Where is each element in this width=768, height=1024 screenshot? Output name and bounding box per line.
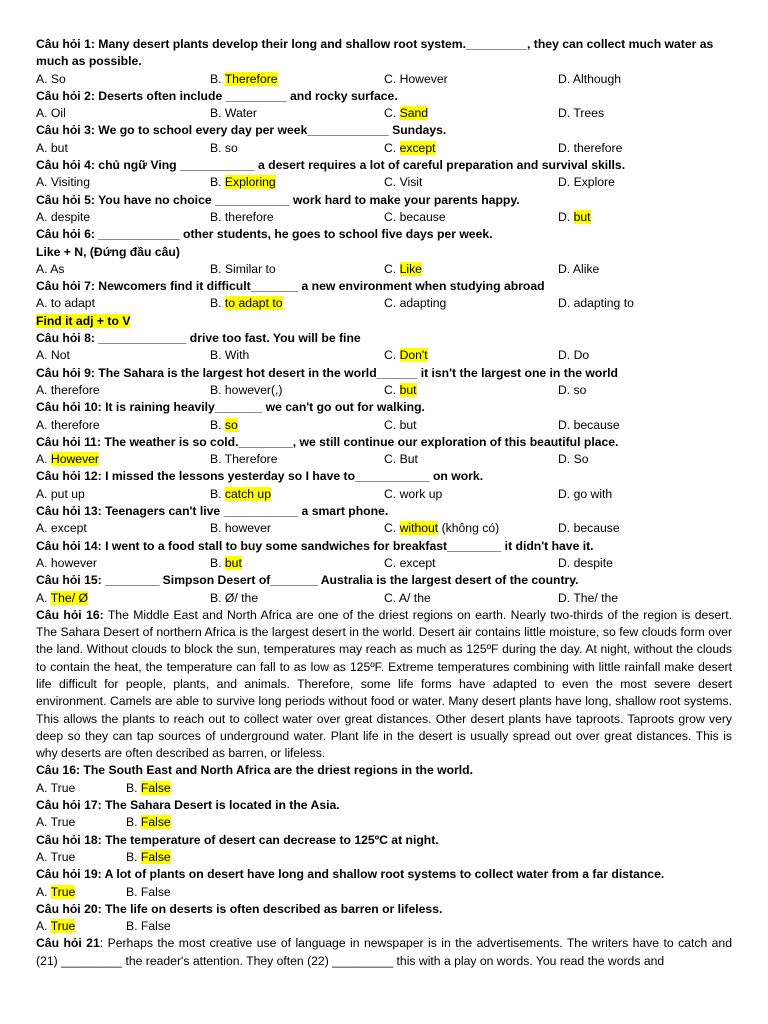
option: D. Trees xyxy=(558,106,605,121)
question-list xyxy=(36,36,732,607)
option: B. but xyxy=(210,555,242,570)
option: B. False xyxy=(126,884,171,899)
option: A. True xyxy=(36,849,76,864)
passage-21-text: : Perhaps the most creative use of language in newspaper is in the advertisements. The writers have to catch and (21) _________ the reader's attention. They often (22) _________ this with a play on words. You read the words and xyxy=(36,936,732,968)
option: A. True xyxy=(36,919,76,934)
option: D. so xyxy=(558,382,587,397)
question-text: Câu hỏi 6: ____________ other students, he goes to school five days per week. xyxy=(36,227,493,242)
option: C. A/ the xyxy=(384,590,431,605)
option: A. except xyxy=(36,521,87,536)
option-row xyxy=(36,520,732,537)
question-text: Câu hỏi 20: The life on deserts is often described as barren or lifeless. xyxy=(36,901,443,916)
answer-highlight: False xyxy=(140,780,171,795)
answer-highlight: so xyxy=(224,417,238,432)
option: D. Do xyxy=(558,348,590,363)
option-row xyxy=(36,140,732,157)
answer-highlight: Therefore xyxy=(224,71,278,86)
option: B. so xyxy=(210,140,238,155)
answer-highlight: except xyxy=(399,140,436,155)
question-text: Câu hỏi 10: It is raining heavily_______ we can't go out for walking. xyxy=(36,400,425,415)
option: B. Exploring xyxy=(210,175,276,190)
option: C. except xyxy=(384,555,436,570)
option: A. The/ Ø xyxy=(36,590,88,605)
option: A. However xyxy=(36,452,99,467)
answer-highlight: However xyxy=(50,452,99,467)
option: A. Visiting xyxy=(36,175,90,190)
option: C. because xyxy=(384,209,446,224)
option-row xyxy=(36,347,732,364)
option: A. despite xyxy=(36,209,91,224)
question-text: Câu hỏi 12: I missed the lessons yesterday so I have to___________ on work. xyxy=(36,469,484,484)
answer-highlight: False xyxy=(140,849,171,864)
question-text: Câu hỏi 1: Many desert plants develop their long and shallow root system._________, they can collect much water as much as possible. xyxy=(36,37,714,69)
option: A. Oil xyxy=(36,106,66,121)
option: B. Therefore xyxy=(210,71,278,86)
option: B. Ø/ the xyxy=(210,590,259,605)
option: D. because xyxy=(558,521,620,536)
passage-21-label: Câu hỏi 21 xyxy=(36,936,100,951)
option: A. True xyxy=(36,780,76,795)
option: B. False xyxy=(126,780,171,795)
option: B. False xyxy=(126,849,171,864)
question-text: Câu 16: The South East and North Africa are the driest regions in the world. xyxy=(36,763,474,778)
answer-highlight: Like xyxy=(399,261,422,276)
option: C. Sand xyxy=(384,106,429,121)
answer-highlight: True xyxy=(50,884,76,899)
option: B. so xyxy=(210,417,238,432)
option-row xyxy=(36,417,732,434)
question-text: Câu hỏi 11: The weather is so cold.________, we still continue our exploration of this beautiful place. xyxy=(36,434,619,449)
option: C. adapting xyxy=(384,296,447,311)
option: C. but xyxy=(384,417,417,432)
question-text: Câu hỏi 5: You have no choice ___________ work hard to make your parents happy. xyxy=(36,192,520,207)
answer-highlight: catch up xyxy=(224,486,271,501)
option: A. So xyxy=(36,71,66,86)
option: C. but xyxy=(384,382,417,397)
answer-highlight: Sand xyxy=(399,106,429,121)
answer-highlight: True xyxy=(50,919,76,934)
option: C. Visit xyxy=(384,175,423,190)
answer-highlight: to adapt to xyxy=(224,296,283,311)
option: A. to adapt xyxy=(36,296,95,311)
passage-16-label: Câu hỏi 16: xyxy=(36,607,104,622)
question-text: Câu hỏi 2: Deserts often include _________ and rocky surface. xyxy=(36,88,398,103)
passage-16-text: The Middle East and North Africa are one of the driest regions on earth. Nearly two-thirds of the region is desert. The Sahara Desert of northern Africa is the largest desert in the world. Desert air contains little moisture, so few clouds form over the land. Without clouds to block the sun, temperatures may reach as much as 125ºF during the day. At night, without the clouds to contain the heat, the temperature can fall to as low as 125ºF. Extreme temperatures combining with little rainfall make desert life difficult for people, plants, and animals. Therefore, some life forms have adapted to even the most severe desert environment. Camels are able to survive long periods without food or water. Many desert plants have long, shallow root systems. This allows the plants to reach out to collect water over great distances. Other desert plants have taproots. Taproots grow very deep so they can tap sources of underground water. Plant life in the desert is usually spread out over great distances. This is why deserts are often described as barren, or lifeless. xyxy=(36,607,733,761)
option-row xyxy=(36,105,732,122)
option: C. except xyxy=(384,140,436,155)
option: D. adapting to xyxy=(558,296,634,311)
option-row xyxy=(36,884,732,901)
question-text: Câu hỏi 3: We go to school every day per week____________ Sundays. xyxy=(36,123,447,138)
question-text: Câu hỏi 9: The Sahara is the largest hot desert in the world______ it isn't the largest one in the world xyxy=(36,365,618,380)
option: D. despite xyxy=(558,555,613,570)
option: A. put up xyxy=(36,486,85,501)
option: B. Similar to xyxy=(210,261,276,276)
grammar-note xyxy=(36,313,732,330)
true-false-list xyxy=(36,762,732,935)
note-highlight: Find it adj + to V xyxy=(36,313,131,328)
passage-16 xyxy=(36,607,732,763)
option-row xyxy=(36,918,732,935)
question-text: Câu hỏi 7: Newcomers find it difficult_______ a new environment when studying abroad xyxy=(36,279,545,294)
option-row xyxy=(36,814,732,831)
answer-highlight: Exploring xyxy=(224,175,276,190)
option: D. but xyxy=(558,209,591,224)
option: D. The/ the xyxy=(558,590,619,605)
option: D. Explore xyxy=(558,175,615,190)
option-row xyxy=(36,555,732,572)
option: C. without (không có) xyxy=(384,521,500,536)
option: D. because xyxy=(558,417,620,432)
question-text: Câu hỏi 19: A lot of plants on desert have long and shallow root systems to collect water from a far distance. xyxy=(36,867,665,882)
option: C. Don't xyxy=(384,348,428,363)
passage-21 xyxy=(36,935,732,970)
option: D. So xyxy=(558,452,589,467)
option-row xyxy=(36,261,732,278)
option: B. catch up xyxy=(210,486,271,501)
answer-highlight: without xyxy=(399,521,439,536)
option: B. False xyxy=(126,919,171,934)
question-text: Câu hỏi 14: I went to a food stall to buy some sandwiches for breakfast________ it didn't have it. xyxy=(36,538,594,553)
option-row xyxy=(36,295,732,312)
option: A. As xyxy=(36,261,65,276)
option: C. However xyxy=(384,71,448,86)
option: A. but xyxy=(36,140,68,155)
question-note: Like + N, (Đứng đầu câu) xyxy=(36,244,180,259)
option: D. go with xyxy=(558,486,613,501)
option-row xyxy=(36,486,732,503)
question-text: Câu hỏi 17: The Sahara Desert is located in the Asia. xyxy=(36,798,340,813)
answer-highlight: but xyxy=(224,555,242,570)
question-text: Câu hỏi 18: The temperature of desert can decrease to 125ºC at night. xyxy=(36,832,439,847)
option: A. however xyxy=(36,555,97,570)
answer-highlight: but xyxy=(399,382,417,397)
option-row xyxy=(36,382,732,399)
answer-highlight: Don't xyxy=(399,348,428,363)
option: C. But xyxy=(384,452,418,467)
option-row xyxy=(36,71,732,88)
answer-highlight: False xyxy=(140,815,171,830)
option: A. Not xyxy=(36,348,70,363)
option: A. therefore xyxy=(36,382,100,397)
option: C. Like xyxy=(384,261,422,276)
option-row xyxy=(36,590,732,607)
option-row xyxy=(36,174,732,191)
option: B. to adapt to xyxy=(210,296,283,311)
option-row xyxy=(36,451,732,468)
option-row xyxy=(36,849,732,866)
question-text: Câu hỏi 4: chủ ngữ Ving ___________ a desert requires a lot of careful preparation and survival skills. xyxy=(36,158,626,173)
option-row xyxy=(36,780,732,797)
option: B. Therefore xyxy=(210,452,278,467)
option: D. Alike xyxy=(558,261,600,276)
option: A. True xyxy=(36,815,76,830)
option: C. work up xyxy=(384,486,443,501)
question-text: Câu hỏi 8: _____________ drive too fast. You will be fine xyxy=(36,331,361,346)
question-text: Câu hỏi 13: Teenagers can't live ___________ a smart phone. xyxy=(36,504,389,519)
option-row xyxy=(36,209,732,226)
answer-highlight: but xyxy=(573,209,591,224)
option: B. With xyxy=(210,348,250,363)
question-text: Câu hỏi 15: ________ Simpson Desert of_______ Australia is the largest desert of the country. xyxy=(36,573,579,588)
option: D. Although xyxy=(558,71,622,86)
option: A. therefore xyxy=(36,417,100,432)
option: B. False xyxy=(126,815,171,830)
option: B. however(,) xyxy=(210,382,283,397)
answer-highlight: The/ Ø xyxy=(50,590,88,605)
option: B. therefore xyxy=(210,209,274,224)
option: A. True xyxy=(36,884,76,899)
option: B. Water xyxy=(210,106,257,121)
option: B. however xyxy=(210,521,271,536)
option: D. therefore xyxy=(558,140,623,155)
